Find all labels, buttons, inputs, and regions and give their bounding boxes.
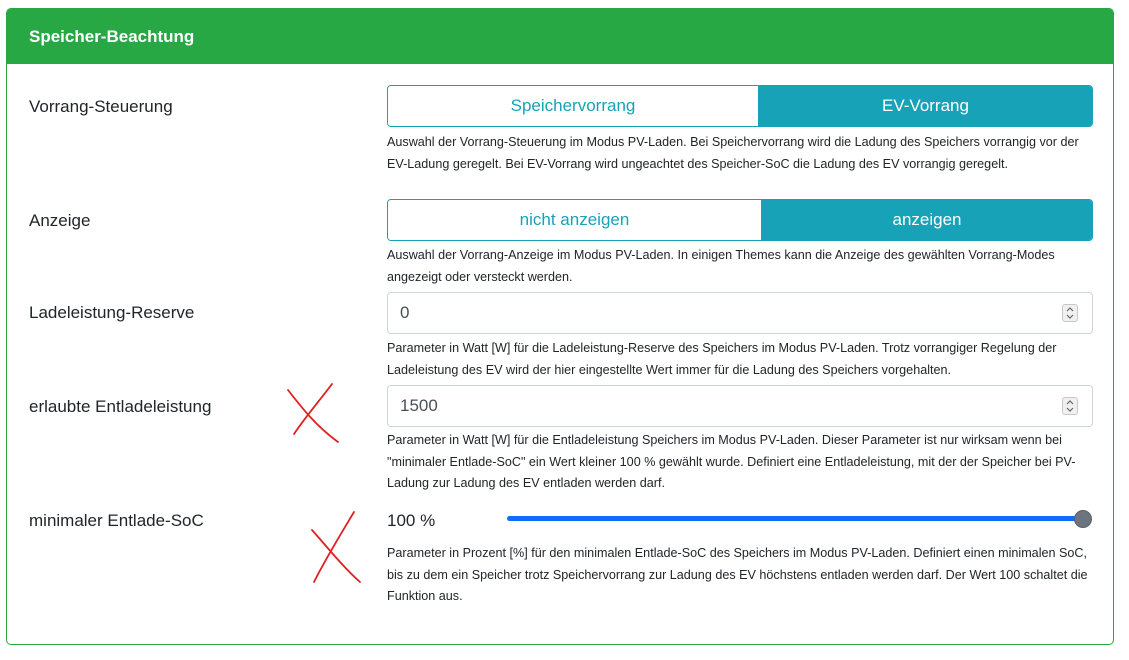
soc-help: Parameter in Prozent [%] für den minimalen Entlade-SoC des Speichers im Modus PV-Laden. Definiert einen minimalen SoC, bis zu dem ein Speicher trotz Speichervorrang zur Ladung des EV höchstens entladen werden darf. Der Wert 100 schaltet die Funktion aus. (387, 546, 1088, 603)
vorrang-label: Vorrang-Steuerung (29, 97, 173, 116)
anzeigen-button[interactable]: anzeigen (762, 200, 1092, 240)
entladeleistung-value: 1500 (400, 396, 438, 415)
vorrang-help: Auswahl der Vorrang-Steuerung im Modus PV-Laden. Bei Speichervorrang wird die Ladung des Speichers vorrangig vor der EV-Ladung geregelt. Bei EV-Vorrang wird ungeachtet des Speicher-SoC die Ladung des EV vorrangig geregelt. (387, 135, 1079, 171)
reserve-input[interactable] (387, 292, 1093, 334)
reserve-help: Parameter in Watt [W] für die Ladeleistung-Reserve des Speichers im Modus PV-Laden. Trotz vorrangiger Regelung der Ladeleistung des EV wird der hier eingestellte Wert immer für die Ladung des Speichers vorgehalten. (387, 341, 1057, 377)
ev-vorrang-button[interactable]: EV-Vorrang (759, 86, 1092, 126)
entladeleistung-label: erlaubte Entladeleistung (29, 397, 212, 416)
reserve-spinner-icon[interactable] (1062, 304, 1078, 322)
entladeleistung-spinner-icon[interactable] (1062, 397, 1078, 415)
soc-slider-thumb[interactable] (1074, 510, 1092, 528)
red-x-mark-icon (284, 380, 344, 448)
soc-label: minimaler Entlade-SoC (29, 511, 204, 530)
speichervorrang-button[interactable]: Speichervorrang (388, 86, 759, 126)
reserve-label: Ladeleistung-Reserve (29, 303, 195, 322)
anzeige-help: Auswahl der Vorrang-Anzeige im Modus PV-Laden. In einigen Themes kann die Anzeige des gewählten Vorrang-Modes angezeigt oder versteckt werden. (387, 248, 1055, 284)
nicht-anzeigen-button[interactable]: nicht anzeigen (388, 200, 762, 240)
entladeleistung-input[interactable] (387, 385, 1093, 427)
speicher-beachtung-card (6, 8, 1114, 645)
entladeleistung-help: Parameter in Watt [W] für die Entladeleistung Speichers im Modus PV-Laden. Dieser Parameter ist nur wirksam wenn bei "minimaler Entlade-SoC" ein Wert kleiner 100 % gewählt wurde. Definiert eine Entladeleistung, mit der der Speicher bei PV-Ladung zur Ladung des EV entladen werden darf. (387, 433, 1076, 490)
card-header (7, 9, 1113, 64)
vorrang-toggle-group (387, 85, 1093, 127)
anzeige-label: Anzeige (29, 211, 91, 230)
anzeige-toggle-group (387, 199, 1093, 241)
red-x-mark-icon (306, 508, 366, 588)
card-title: Speicher-Beachtung (29, 26, 195, 46)
soc-value: 100 % (387, 511, 436, 530)
reserve-value: 0 (400, 303, 410, 322)
soc-slider-track[interactable] (507, 516, 1083, 521)
